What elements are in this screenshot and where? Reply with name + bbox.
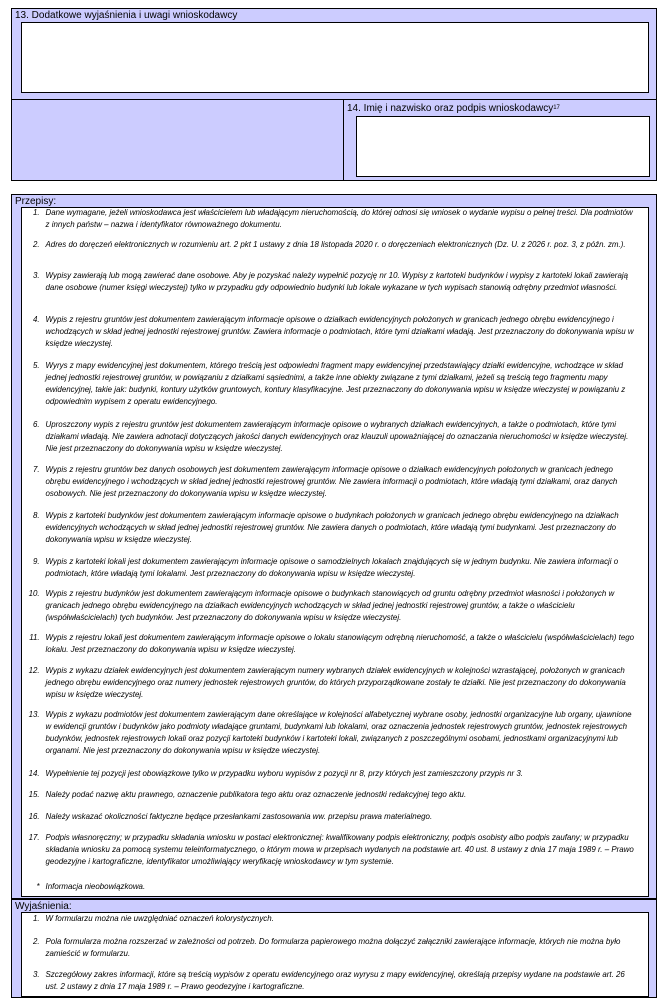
section-14-divider [343, 100, 344, 180]
wyjasnienia-title: Wyjaśnienia: [15, 901, 72, 912]
section-14-title: 14. Imię i nazwisko oraz podpis wnioskodawcy$^{17}$ [347, 103, 560, 114]
additional-remarks-field[interactable] [21, 22, 649, 93]
section-13-box [11, 8, 657, 100]
wyjasnienia-notes: 1. W formularzu można nie uwzględniać oznaczeń kolorystycznych. 2. Pola formularza można rozszerzać w zależności od potrzeb. Do formularza papierowego można dołączyć załączniki zawierające informacje, których nie można było zamieścić w formularzu. 3. Szczegółowy zakres informacji, które są treścią wypisów z operatu ewidencyjnego oraz wyrysu z mapy ewidencyjnej, określają przepisy wydane na podstawie art. 26 ust. 2 ustawy z dnia 17 maja 1989 r. – Prawo geodezyjne i kartograficzne. [33, 914, 625, 991]
przepisy-title: Przepisy: [15, 196, 57, 207]
section-13-title: 13. Dodatkowe wyjaśnienia i uwagi wnioskodawcy [15, 10, 238, 21]
footnote-ref: 17 [553, 105, 560, 111]
section-14-row [11, 99, 657, 181]
przepisy-notes: 1. Dane wymagane, jeżeli wnioskodawca jest właścicielem lub władającym nieruchomością, do której odnosi się wniosek o wydanie wypisu o pełnej treści. Dla podmiotów z innych państw – nazwa i identyfikator równoważnego dokumentu. 2. Adres do doręczeń elektronicznych w rozumieniu art. 2 pkt 1 ustawy z dnia 18 listopada 2020 r. o doręczeniach elektronicznych (Dz. U. z 2026 r. poz. 3, z późn. zm.). 3. Wypisy zawierają lub mogą zawierać dane osobowe. Aby je pozyskać należy wypełnić pozycję nr 10. Wypisy z kartoteki budynków i wypisy z kartoteki lokali zawierają dane osobowe (numer księgi wieczystej) tylko w przypadku gdy odpowiednio budynki lub lokale wykazane w tych wypisach stanowią odrębny przedmiot własności. 4. Wypis z rejestru gruntów jest dokumentem zawierającym informacje opisowe o działkach ewidencyjnych położonych w granicach jednego obrębu ewidencyjnego i wchodzących w skład jednej jednostki rejestrowej gruntów. Zawiera informacje o podmiotach, które tymi działkami władają. Jest przeznaczony do dokonywania wpisu w księdze wieczystej. 5. Wyrys z mapy ewidencyjnej jest dokumentem, którego treścią jest odpowiedni fragment mapy ewidencyjnej przedstawiający działki ewidencyjne, wchodzące w skład jednej jednostki rejestrowej gruntów, w powiązaniu z działkami sąsiednimi, a także inne obiekty związane z tymi działkami, jeżeli są treścią tego fragmentu mapy ewidencyjnej, takie jak: budynki, kontury użytków gruntowych, kontury klasyfikacyjne. Jest przeznaczony do dokonywania wpisu w księdze wieczystej w powiązaniu z odpowiednim wypisem z operatu ewidencyjnego. 6. Uproszczony wypis z rejestru gruntów jest dokumentem zawierającym informacje opisowe o wybranych działkach ewidencyjnych, a także o podmiotach, które tymi działkami władają. Nie zawiera adnotacji dotyczących jakości danych ewidencyjnych oraz klauzuli upoważniającej do oznaczania nieruchomości w księdze wieczystej. Nie jest przeznaczony do dokonywania wpisu w księdze wieczystej. 7. Wypis z rejestru gruntów bez danych osobowych jest dokumentem zawierającym informacje opisowe o działkach ewidencyjnych położonych w granicach jednego obrębu ewidencyjnego i wchodzących w skład jednej jednostki rejestrowej gruntów. Nie zawiera informacji o podmiotach, które władają tymi działkami, oraz danych osobowych. Nie jest przeznaczony do dokonywania wpisu w księdze wieczystej. 8. Wypis z kartoteki budynków jest dokumentem zawierającym informacje opisowe o budynkach położonych w granicach jednego obrębu ewidencyjnego na działkach ewidencyjnych wchodzących w skład jednej jednostki rejestrowej gruntów. Nie zawiera danych o podmiotach, które władają tymi budynkami. Jest przeznaczony do dokonywania wpisu w księdze wieczystej. 9. Wypis z kartoteki lokali jest dokumentem zawierającym informacje opisowe o samodzielnych lokalach znajdujących się w jednym budynku. Nie zawiera informacji o podmiotach, które władają tymi lokalami. Jest przeznaczony do dokonywania wpisu w księdze wieczystej. 10. Wypis z rejestru budynków jest dokumentem zawierającym informacje opisowe o budynkach stanowiących od gruntu odrębny przedmiot własności i położonych w granicach jednego obrębu ewidencyjnego na działkach ewidencyjnych wchodzących w skład jednej jednostki rejestrowej gruntów, a także o właścicielu (współwłaścicielach) tych budynków. Jest przeznaczony do dokonywania wpisu w księdze wieczystej. 11. Wypis z rejestru lokali jest dokumentem zawierającym informacje opisowe o lokalu stanowiącym odrębną nieruchomość, a także o właścicielu (współwłaścicielach) tego lokalu. Jest przeznaczony do dokonywania wpisu w księdze wieczystej. 12. Wypis z wykazu działek ewidencyjnych jest dokumentem zawierającym numery wybranych działek ewidencyjnych w kolejności wzrastającej, położonych w granicach jednego obrębu ewidencyjnego oraz numery jednostek rejestrowych gruntów, do których przyporządkowane zostały te działki. Nie jest przeznaczony do dokonywania wpisu w księdze wieczystej. 13. Wypis z wykazu podmiotów jest dokumentem zawierającym dane określające w kolejności alfabetycznej wybrane osoby, jednostki organizacyjne lub organy, ujawnione w ewidencji gruntów i budynków jako podmioty władające gruntami, budynkami lub lokalami, oraz oznaczenia jednostek rejestrowych gruntów, jednostek rejestrowych budynków, jednostek rejestrowych lokali oraz pozycji kartoteki budynków i kartoteki lokali, związanych z poszczególnymi osobami, jednostkami organizacyjnymi lub organami. Nie jest przeznaczony do dokonywania wpisu w księdze wieczystej. 14. Wypełnienie tej pozycji jest obowiązkowe tylko w przypadku wyboru wypisów z pozycji nr 8, przy których jest zamieszczony przypis nr 3. 15. Należy podać nazwę aktu prawnego, oznaczenie publikatora tego aktu oraz oznaczenie jednostki redakcyjnej tego aktu. 16. Należy wskazać okoliczności faktyczne będące przesłankami zastosowania ww. przepisu prawa materialnego. 17. Podpis własnoręczny; w przypadku składania wniosku w postaci elektronicznej: kwalifikowany podpis elektroniczny, podpis osobisty albo podpis zaufany; w przypadku składania wniosku za pomocą systemu teleinformatycznego, o którym mowa w przepisach wydanych na podstawie art. 40 ust. 8 ustawy z dnia 17 maja 1989 r. – Prawo geodezyjne i kartograficzne, identyfikator umożliwiający weryfikację wnioskodawcy w tym systemie. * Informacja nieobowiązkowa. [28, 208, 635, 891]
signature-field[interactable] [356, 116, 650, 177]
